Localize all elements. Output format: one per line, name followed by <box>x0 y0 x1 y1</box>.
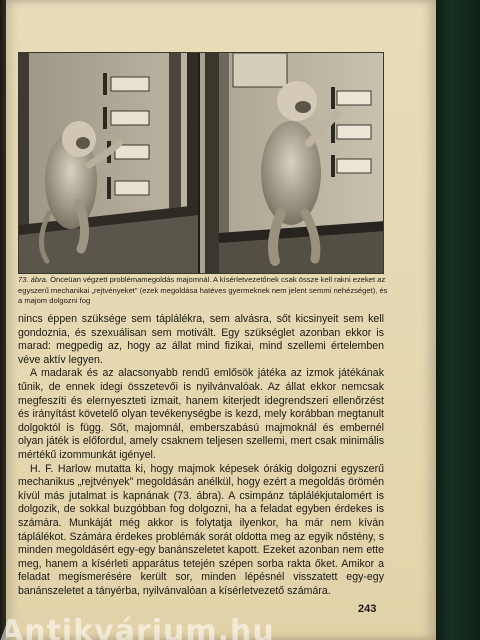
paragraph-3: H. F. Harlow mutatta ki, hogy majmok képesek órákig dolgozni egyszerű mechanikus „rejtvények" megoldásán anélkül, hogy ezért a megoldás örömén kívül más jutalmat is kapnának (73. ábra). A csimpánz táplálékjutalomért is dolgozik, de sokkal buzgóbban fog dolgozni, ha a feladat egyben érdekes is számára. Munkáját még akkor is folytatja ilyenkor, ha már nem kíván táplálékot. Számára érdekes problémák sorát oldotta meg az egyik nőstény, s minden megoldásért egy-egy banánszeletet kapott. Ezeket azonban nem ette meg, hanem a kísérleti apparátus tetején szépen sorba rakta őket. Amikor a feladat megismerésére került sor, minden lépésnél visszatett egy-egy banánszeletet a tányérba, nyilvánvalóan a kísérletvezető számára. <box>18 462 384 597</box>
paragraph-2: A madarak és az alacsonyabb rendű emlősök játéka az izmok játékának tűnik, de ennek idegi összetevői is nyilvánvalóak. Az állat ekkor nemcsak megfeszíti és elernyeszteti izmait, hanem kiterjedt idegrendszeri ellenőrzést és irányítást követelő olyan tevékenységbe is kezd, mely korábban megtanult dolgoktól is függ. Sőt, majomnál, emberszabású majmoknál és embernél olyan játék is előfordul, amely csaknem teljesen szellemi, mert csak minimális mértékű izommunkát igényel. <box>18 367 384 461</box>
body-text <box>18 313 384 598</box>
caption-lead: 73. ábra. <box>18 275 48 284</box>
page-number: 243 <box>358 603 377 615</box>
book-page <box>6 0 436 640</box>
photo-illustration <box>19 53 384 274</box>
caption-text: Önceüan végzett problémamegoldás majomnál. A kísérletvezetőnek csak össze kell rakni ezeket az egyszerű mechanikai „rejtvényeket" (ezek megoldása hatéves gyermeknek nem jelent semmi nehézséget), és a majom dolgozni fog <box>18 275 388 305</box>
book-cover <box>432 0 480 640</box>
figure-caption <box>18 275 388 307</box>
watermark: Antikvárium.hu <box>0 614 275 640</box>
figure-photo-monkeys <box>18 52 384 274</box>
paragraph-1: nincs éppen szüksége sem táplálékra, sem alvásra, sőt kicsinyeit sem kell gondoznia, és szexuálisan sem motivált. Egy szükséglet azonban ekkor is marad: megpedig az, hogy az állat mind fizikai, mind szellemi értelemben véve aktív legyen. <box>18 313 384 366</box>
